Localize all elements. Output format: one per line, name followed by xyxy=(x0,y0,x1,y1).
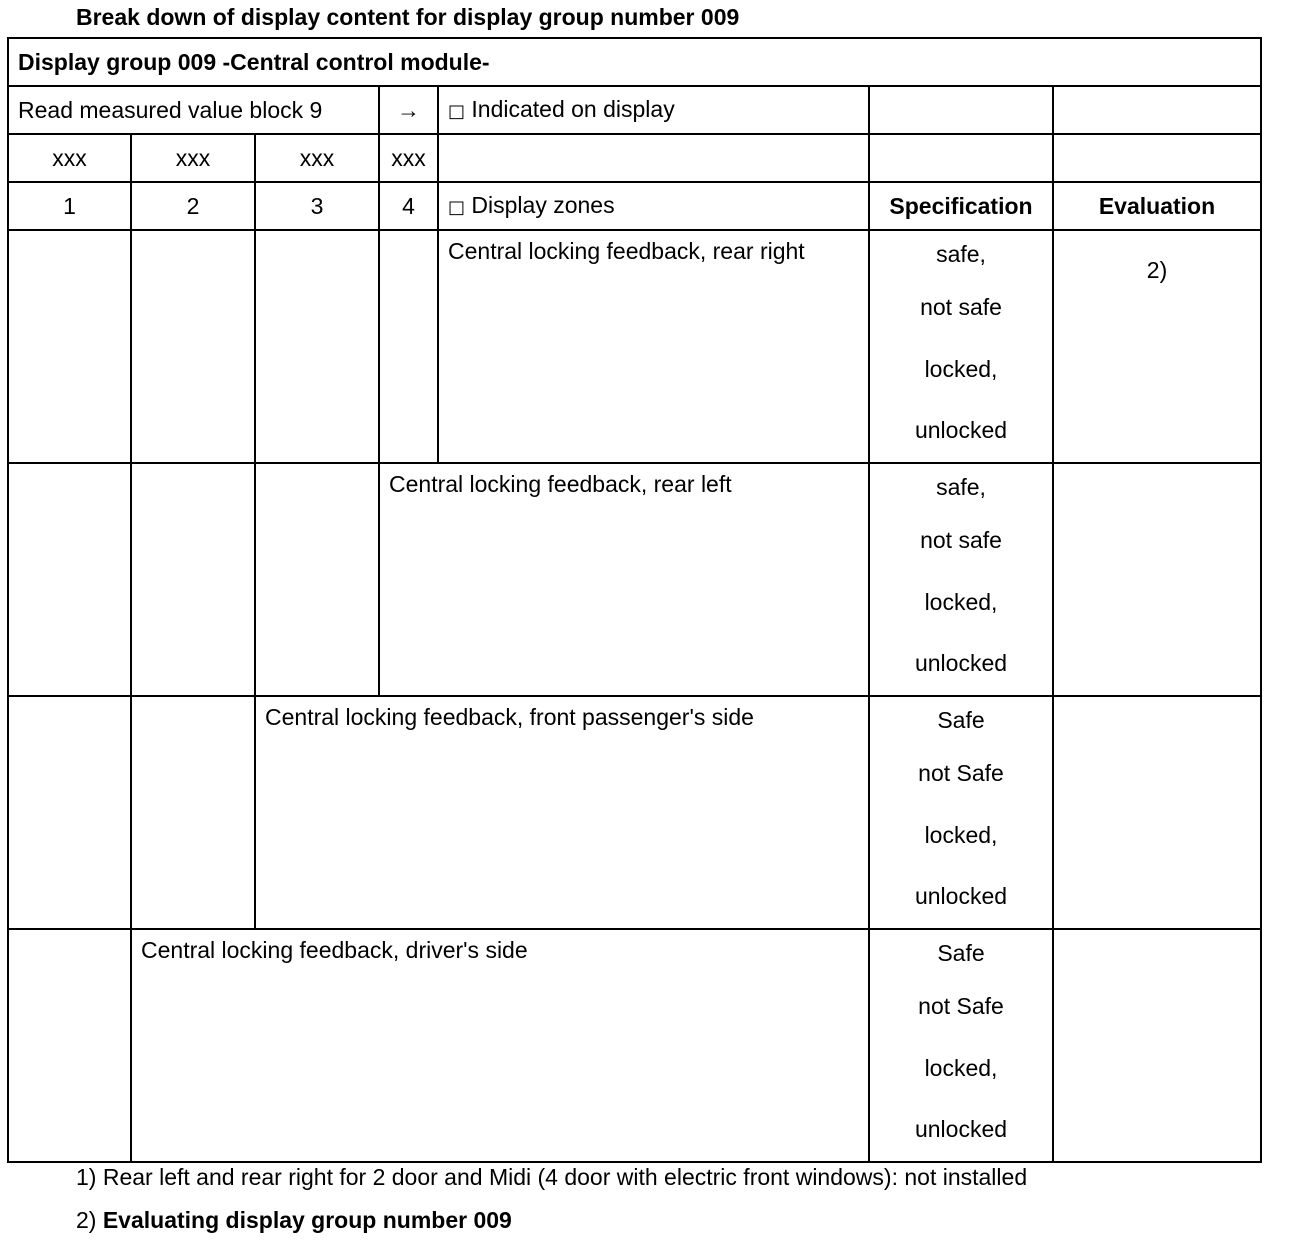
read-value-row xyxy=(8,86,1261,134)
spec-value: locked, xyxy=(924,355,998,382)
field-number-4: 4 xyxy=(379,182,438,230)
empty-cell xyxy=(379,230,438,463)
footnote-2-text: Evaluating display group number 009 xyxy=(102,1207,512,1233)
display-field-xxx-3: xxx xyxy=(255,134,379,182)
specification-cell xyxy=(869,230,1053,463)
table-row xyxy=(8,929,1261,1162)
spec-value: unlocked xyxy=(914,650,1008,676)
checkbox-icon: □ xyxy=(448,196,466,218)
checkbox-icon: □ xyxy=(448,100,466,122)
evaluation-cell xyxy=(1053,696,1261,929)
indicated-on-display-label: Indicated on display xyxy=(471,95,675,122)
spec-value: unlocked xyxy=(914,883,1008,909)
spec-value: not safe xyxy=(920,527,1002,553)
empty-cell xyxy=(8,230,131,463)
document-title: Break down of display content for display group number 009 xyxy=(76,4,740,30)
zone-label: Central locking feedback, driver's side xyxy=(131,929,869,1162)
spec-value: not Safe xyxy=(918,993,1004,1019)
table-row xyxy=(8,230,1261,463)
header-row xyxy=(8,182,1261,230)
specification-cell xyxy=(869,463,1053,696)
specification-cell xyxy=(869,696,1053,929)
spec-value: unlocked xyxy=(914,1116,1008,1142)
display-field-xxx-2: xxx xyxy=(131,134,255,182)
empty-cell xyxy=(869,134,1053,182)
spec-value: unlocked xyxy=(914,417,1008,443)
field-number-1: 1 xyxy=(8,182,131,230)
empty-cell xyxy=(869,86,1053,134)
empty-cell xyxy=(8,696,131,929)
footnote-1: 1) Rear left and rear right for 2 door and Midi (4 door with electric front windows): not installed xyxy=(76,1164,1028,1190)
evaluation-cell: 2) xyxy=(1053,230,1261,463)
spec-value: Safe xyxy=(937,707,985,733)
empty-cell xyxy=(1053,86,1261,134)
indicated-on-display-cell xyxy=(438,86,869,134)
specification-header: Specification xyxy=(869,182,1053,230)
footnote-2 xyxy=(76,1206,512,1234)
spec-value: locked, xyxy=(924,821,998,848)
xxx-row xyxy=(8,134,1261,182)
zone-label: Central locking feedback, rear left xyxy=(379,463,869,696)
field-number-2: 2 xyxy=(131,182,255,230)
empty-cell xyxy=(131,230,255,463)
footnote-2-number: 2) xyxy=(76,1207,97,1233)
empty-cell xyxy=(255,230,379,463)
read-measured-value-label: Read measured value block 9 xyxy=(8,86,379,134)
group-title: Display group 009 -Central control module- xyxy=(8,38,1261,86)
table-row xyxy=(8,696,1261,929)
empty-cell xyxy=(255,463,379,696)
empty-cell xyxy=(438,134,869,182)
empty-cell xyxy=(8,463,131,696)
empty-cell xyxy=(131,463,255,696)
zone-label: Central locking feedback, front passenger's side xyxy=(255,696,869,929)
display-zones-header xyxy=(438,182,869,230)
display-group-table xyxy=(7,37,1262,1163)
evaluation-cell xyxy=(1053,929,1261,1162)
empty-cell xyxy=(131,696,255,929)
evaluation-cell xyxy=(1053,463,1261,696)
spec-value: locked, xyxy=(924,1054,998,1081)
display-field-xxx-4: xxx xyxy=(379,134,438,182)
display-zones-label: Display zones xyxy=(471,191,615,218)
evaluation-header: Evaluation xyxy=(1053,182,1261,230)
empty-cell xyxy=(1053,134,1261,182)
display-field-xxx-1: xxx xyxy=(8,134,131,182)
zone-label: Central locking feedback, rear right xyxy=(438,230,869,463)
spec-value: safe, xyxy=(936,241,986,267)
spec-value: Safe xyxy=(937,940,985,966)
arrow-icon: → xyxy=(379,86,438,134)
empty-cell xyxy=(8,929,131,1162)
spec-value: safe, xyxy=(936,474,986,500)
specification-cell xyxy=(869,929,1053,1162)
spec-value: locked, xyxy=(924,588,998,615)
spec-value: not Safe xyxy=(918,760,1004,786)
group-title-row xyxy=(8,38,1261,86)
spec-value: not safe xyxy=(920,294,1002,320)
table-row xyxy=(8,463,1261,696)
field-number-3: 3 xyxy=(255,182,379,230)
